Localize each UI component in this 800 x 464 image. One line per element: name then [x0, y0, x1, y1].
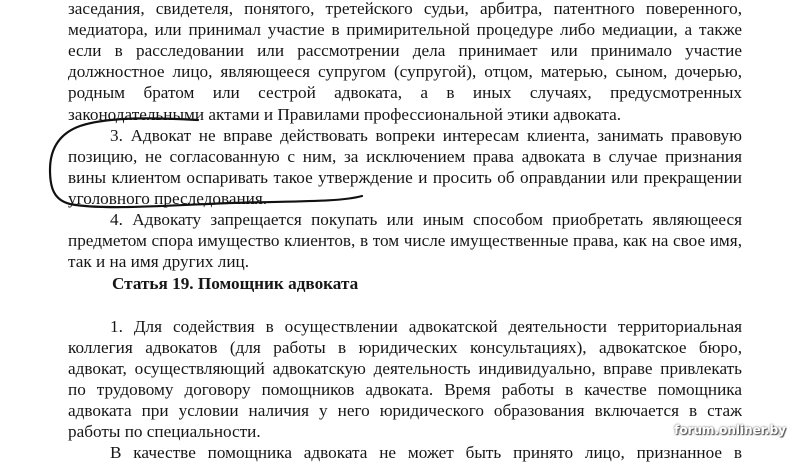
paragraph-3-line: вины клиентом оспаривать такое утверждение и просить об оправдании или прекращении — [68, 168, 742, 187]
text-line: заседания, свидетеля, понятого, третейского судьи, арбитра, патентного поверенного, — [68, 0, 742, 18]
text-line: законодательными актами и Правилами профессиональной этики адвоката. — [68, 105, 622, 124]
paragraph-4-line: 4. Адвокату запрещается покупать или иным способом приобретать являющееся — [110, 210, 742, 229]
article-heading: Статья 19. Помощник адвоката — [112, 274, 359, 293]
watermark: forum.onliner.by — [674, 423, 786, 437]
article-paragraph-line: адвокат, осуществляющий адвокатскую деятельность индивидуально, вправе привлекать — [68, 359, 742, 378]
article-paragraph-line: адвоката при условии наличия у него юридического образования включается в стаж — [68, 401, 742, 420]
article-paragraph-line: В качестве помощника адвоката не может быть принято лицо, признанное в — [110, 443, 742, 462]
paragraph-3-line: уголовного преследования. — [68, 189, 268, 208]
text-line: медиатора, или принимал участие в примирительной процедуре либо медиации, а также — [68, 20, 742, 39]
text-line: должностное лицо, являющееся супругом (супругой), отцом, матерью, сыном, дочерью, — [68, 62, 742, 81]
article-paragraph-line: 1. Для содействия в осуществлении адвокатской деятельности территориальная — [110, 317, 742, 336]
paragraph-3-line: 3. Адвокат не вправе действовать вопреки интересам клиента, занимать правовую — [110, 126, 742, 145]
paragraph-4-line: так и на имя других лиц. — [68, 252, 250, 271]
article-paragraph-line: коллегия адвокатов (для работы в юридических консультациях), адвокатское бюро, — [68, 338, 742, 357]
text-line: родным братом или сестрой адвоката, а в иных случаях, предусмотренных — [68, 83, 742, 102]
paragraph-4-line: предметом спора имущество клиентов, в том числе имущественные права, как на свое имя, — [68, 231, 742, 250]
article-paragraph-line: работы по специальности. — [68, 422, 261, 441]
article-paragraph-line: по трудовому договору помощников адвоката. Время работы в качестве помощника — [68, 380, 742, 399]
paragraph-3-line: позицию, не согласованную с ним, за исключением права адвоката в случае признания — [68, 147, 742, 166]
text-line: если в расследовании или рассмотрении дела принимает или принимало участие — [68, 41, 742, 60]
